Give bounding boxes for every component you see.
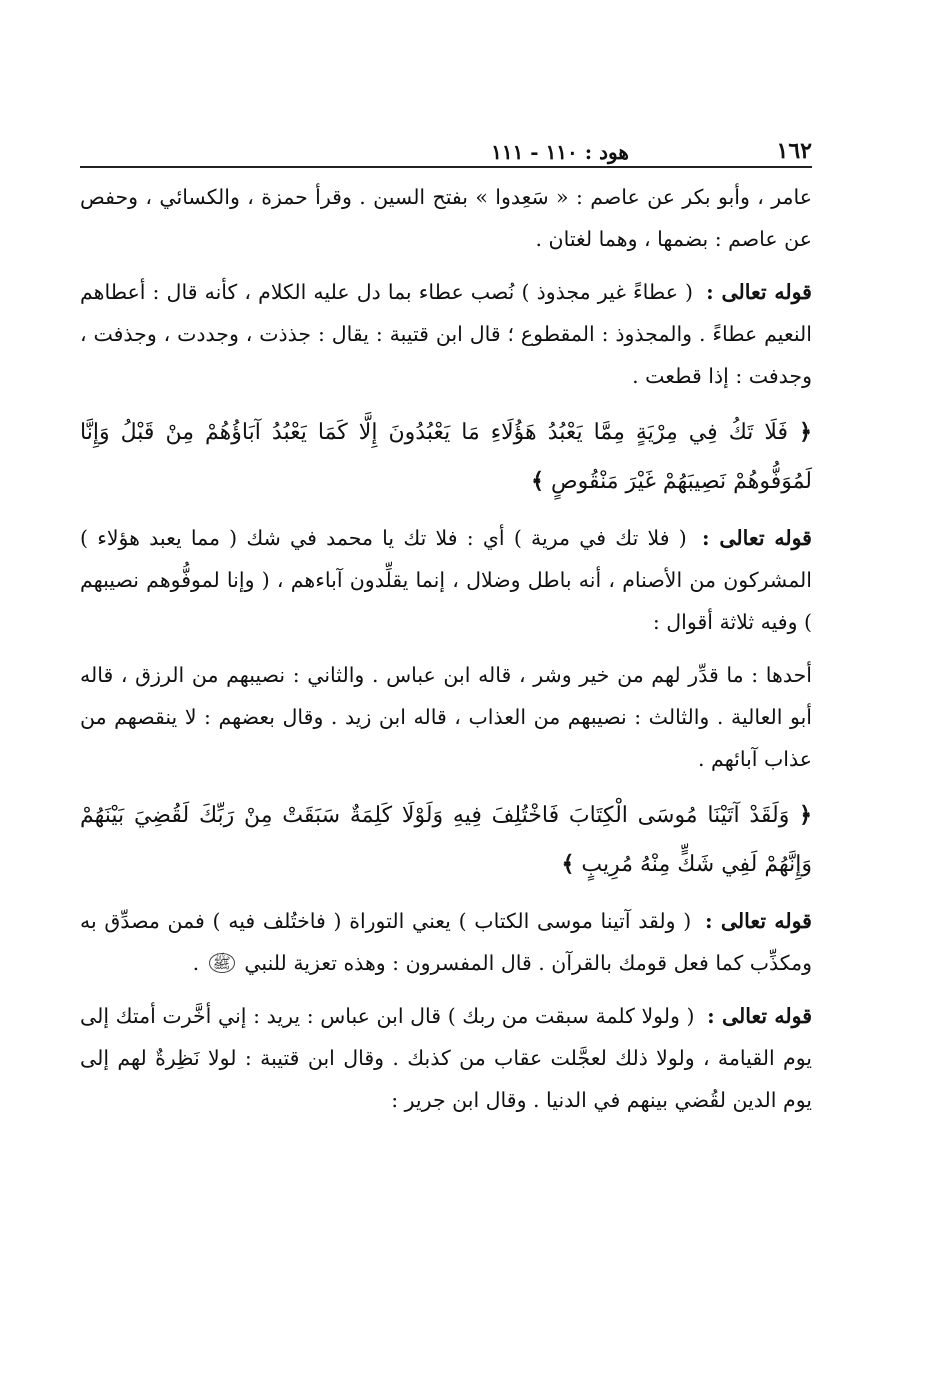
paragraph-1	[80, 176, 812, 260]
quran-verse-2	[80, 791, 812, 889]
quran-verse-1	[80, 408, 812, 506]
page-header	[80, 138, 812, 166]
verse-close-bracket: ﴾	[561, 851, 575, 877]
page-number: ١٦٢	[776, 138, 812, 164]
header-rule	[80, 166, 812, 168]
paragraph-6	[80, 995, 812, 1121]
paragraph-3	[80, 517, 812, 643]
paragraph-text: عامر ، وأبو بكر عن عاصم : « سَعِدوا » بفتح السين . وقرأ حمزة ، والكسائي ، وحفص عن عاصم : بضمها ، وهما لغتان .	[80, 185, 812, 251]
paragraph-4	[80, 654, 812, 780]
paragraph-text: ( ولقد آتينا موسى الكتاب ) يعني التوراة ( فاختُلف فيه ) فمن مصدِّق به ومكذِّب كما فعل قومك بالقرآن . قال المفسرون : وهذه تعزية للنبي	[80, 909, 812, 975]
paragraph-text: ( فلا تك في مرية ) أي : فلا تك يا محمد في شك ( مما يعبد هؤلاء ) المشركون من الأصنام ، أنه باطل وضلال ، إنما يقلِّدون آباءهم ، ( وإنا لموفُّوهم نصيبهم ) وفيه ثلاثة أقوال :	[80, 526, 812, 634]
paragraph-text: ( ولولا كلمة سبقت من ربك ) قال ابن عباس : يريد : إني أخَّرت أمتك إلى يوم القيامة ، ولولا ذلك لعجَّلت عقاب من كذبك . وقال ابن قتيبة : لولا نَظِرةٌ لهم إلى يوم الدين لقُضي بينهم في الدنيا . وقال ابن جرير :	[80, 1004, 812, 1112]
verse-close-bracket: ﴾	[531, 468, 545, 494]
commentary-label: قوله تعالى :	[707, 1004, 812, 1028]
commentary-label: قوله تعالى :	[701, 526, 812, 550]
commentary-label: قوله تعالى :	[706, 280, 812, 304]
running-head: هود : ١١٠ - ١١١	[491, 140, 629, 164]
verse-open-bracket: ﴿	[799, 419, 812, 445]
verse-text: فَلَا تَكُ فِي مِرْيَةٍ مِمَّا يَعْبُدُ هَؤُلَاءِ مَا يَعْبُدُونَ إِلَّا كَمَا يَعْبُدُ آبَاؤُهُمْ مِنْ قَبْلُ وَإِنَّا لَمُوَفُّوهُمْ نَصِيبَهُمْ غَيْرَ مَنْقُوصٍ	[80, 420, 812, 494]
verse-open-bracket: ﴿	[799, 802, 812, 828]
paragraph-text: ( عطاءً غير مجذوذ ) نُصب عطاء بما دل عليه الكلام ، كأنه قال : أعطاهم النعيم عطاءً . والمجذوذ : المقطوع ؛ قال ابن قتيبة : يقال : جذذت ، وجددت ، وجذفت ، وجدفت : إذا قطعت .	[80, 280, 812, 388]
commentary-label: قوله تعالى :	[704, 909, 812, 933]
salutation-mark-icon: ﷺ	[209, 953, 235, 973]
paragraph-text: أحدها : ما قدِّر لهم من خير وشر ، قاله ابن عباس . والثاني : نصيبهم من الرزق ، قاله أبو العالية . والثالث : نصيبهم من العذاب ، قاله ابن زيد . وقال بعضهم : لا ينقصهم من عذاب آبائهم .	[80, 663, 812, 771]
paragraph-5	[80, 900, 812, 984]
page-body	[80, 176, 812, 1132]
paragraph-2	[80, 271, 812, 397]
paragraph-end: .	[192, 951, 206, 975]
verse-text: وَلَقَدْ آتَيْنَا مُوسَى الْكِتَابَ فَاخْتُلِفَ فِيهِ وَلَوْلَا كَلِمَةٌ سَبَقَتْ مِنْ رَبِّكَ لَقُضِيَ بَيْنَهُمْ وَإِنَّهُمْ لَفِي شَكٍّ مِنْهُ مُرِيبٍ	[80, 803, 812, 877]
